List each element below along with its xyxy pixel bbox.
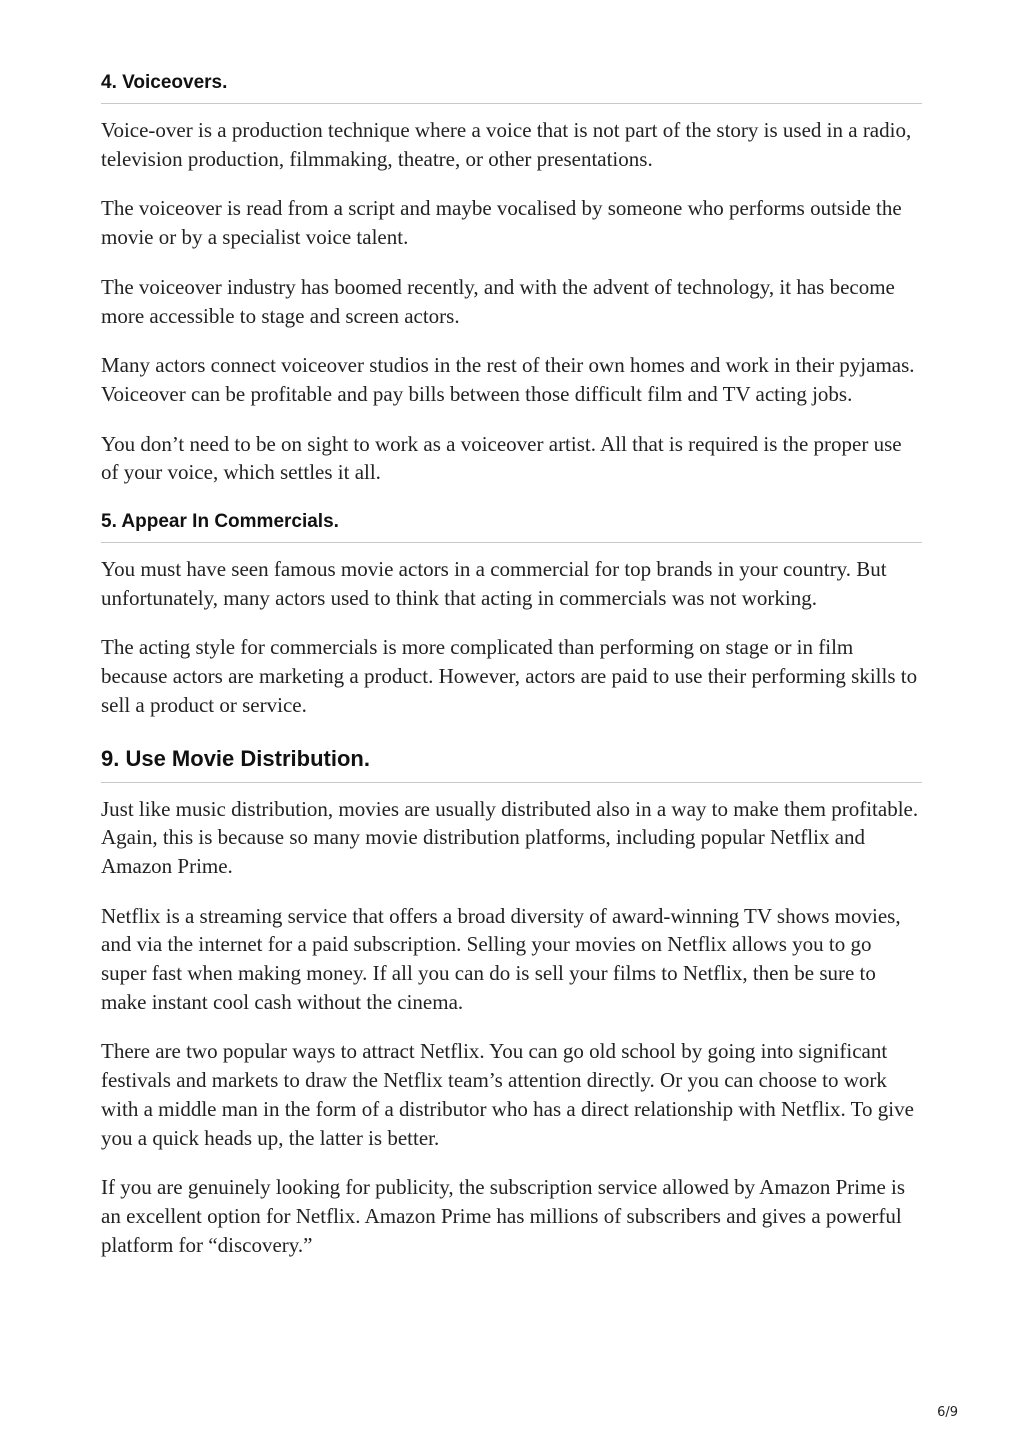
section-use-movie-distribution bbox=[101, 744, 922, 1260]
section-heading: 5. Appear In Commercials. bbox=[101, 509, 922, 543]
paragraph: The acting style for commercials is more complicated than performing on stage or in film because actors are marketing a product. However, actors are paid to use their performing skills to sell a product or service. bbox=[101, 635, 918, 717]
paragraph: There are two popular ways to attract Netflix. You can go old school by going into significant festivals and markets to draw the Netflix team’s attention directly. Or you can choose to work with a middle man in the form of a distributor who has a direct relationship with Netflix. To give you a quick heads up, the latter is better. bbox=[101, 1039, 914, 1150]
section-heading: 9. Use Movie Distribution. bbox=[101, 744, 922, 783]
paragraph: The voiceover is read from a script and maybe vocalised by someone who performs outside the movie or by a specialist voice talent. bbox=[101, 196, 902, 250]
paragraph: If you are genuinely looking for publicity, the subscription service allowed by Amazon Prime is an excellent option for Netflix. Amazon Prime has millions of subscribers and gives a powerful platform for “discovery.” bbox=[101, 1175, 906, 1257]
section-appear-in-commercials bbox=[101, 509, 922, 720]
section-heading: 4. Voiceovers. bbox=[101, 70, 922, 104]
section-voiceovers bbox=[101, 70, 922, 487]
paragraph: Just like music distribution, movies are usually distributed also in a way to make them profitable. Again, this is because so many movie distribution platforms, including popular Netflix and Amazon Prime. bbox=[101, 796, 919, 878]
paragraph: Voice-over is a production technique where a voice that is not part of the story is used in a radio, television production, filmmaking, theatre, or other presentations. bbox=[101, 118, 912, 171]
paragraph: You don’t need to be on sight to work as a voiceover artist. All that is required is the proper use of your voice, which settles it all. bbox=[101, 431, 902, 485]
paragraph: Many actors connect voiceover studios in the rest of their own homes and work in their pyjamas. Voiceover can be profitable and pay bills between those difficult film and TV acting jobs. bbox=[101, 353, 915, 406]
paragraph: You must have seen famous movie actors in a commercial for top brands in your country. But unfortunately, many actors used to think that acting in commercials was not working. bbox=[101, 557, 887, 610]
document-page bbox=[101, 70, 922, 1259]
page-number: 6/9 bbox=[937, 1405, 958, 1420]
paragraph: Netflix is a streaming service that offers a broad diversity of award-winning TV shows movies, and via the internet for a paid subscription. Selling your movies on Netflix allows you to go super fast when making money. If all you can do is sell your films to Netflix, then be sure to make instant cool cash without the cinema. bbox=[101, 903, 901, 1014]
paragraph: The voiceover industry has boomed recently, and with the advent of technology, it has become more accessible to stage and screen actors. bbox=[101, 274, 895, 328]
